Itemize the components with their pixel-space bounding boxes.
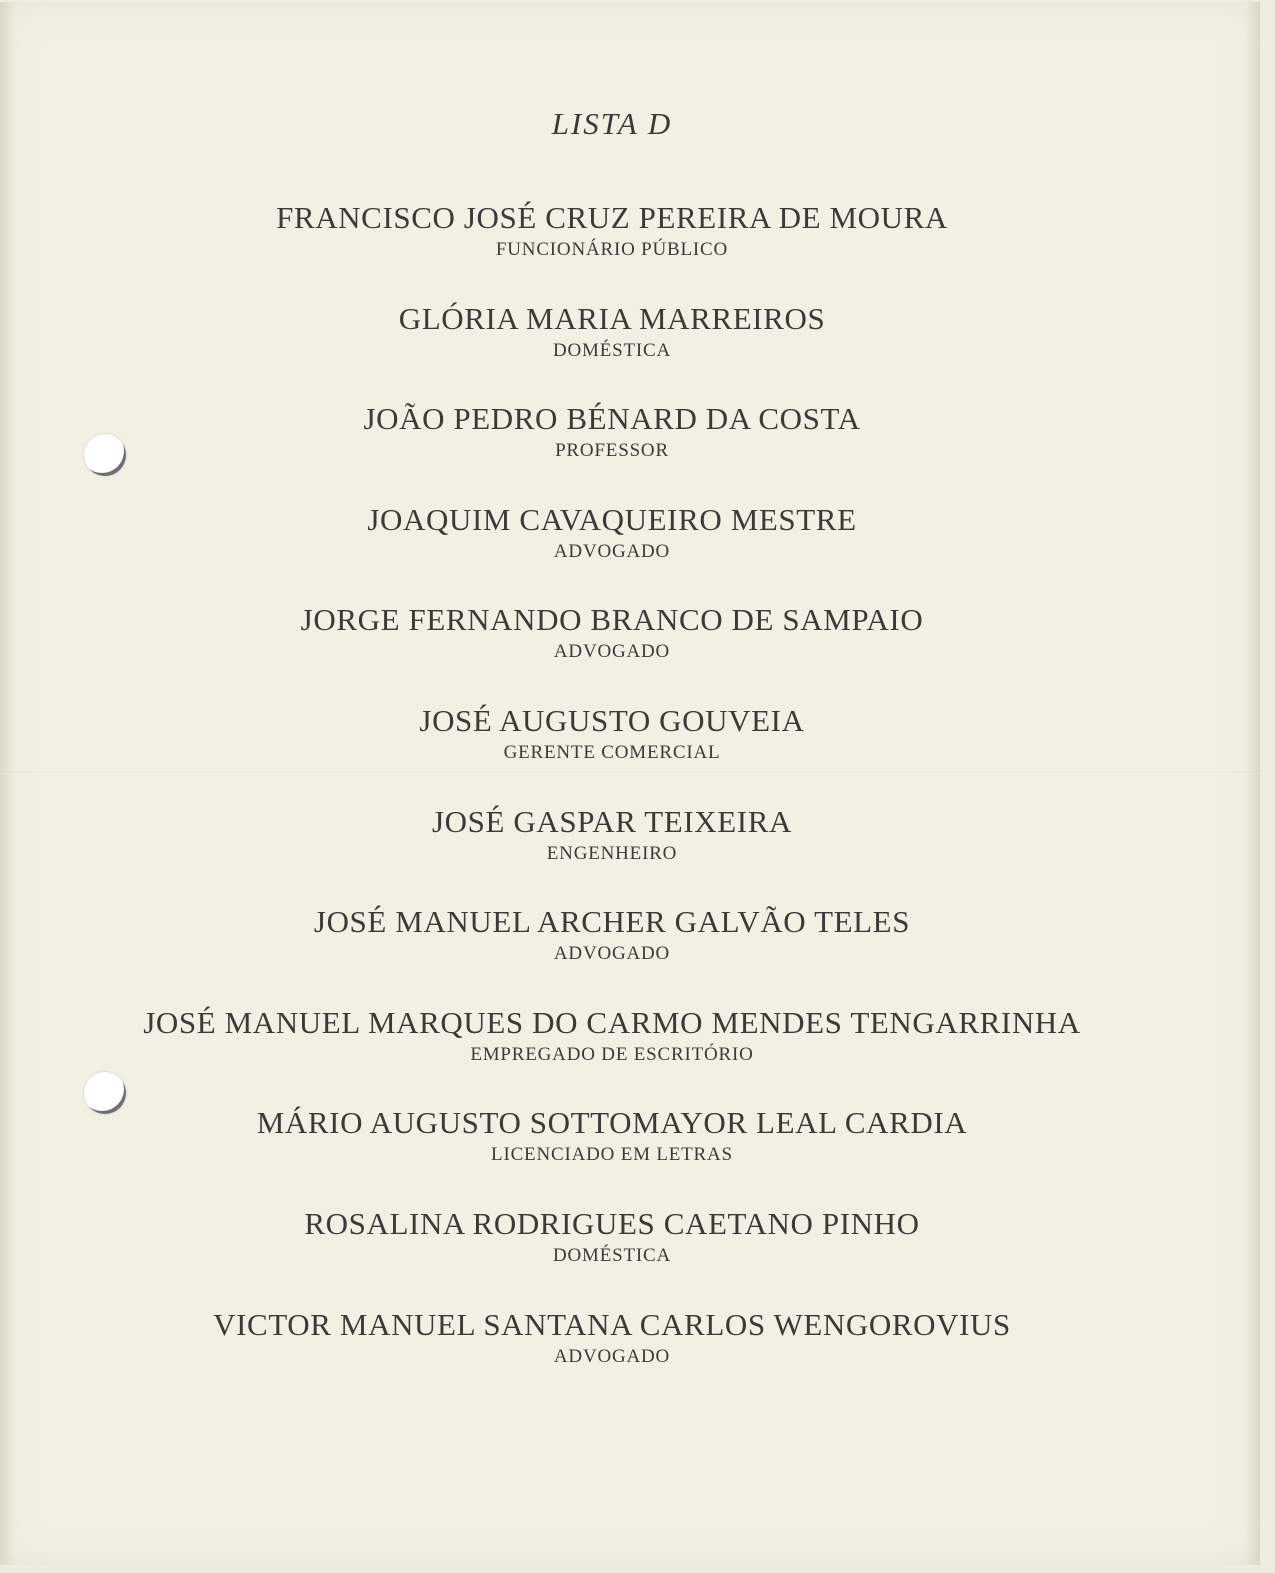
list-item — [0, 299, 1224, 400]
list-title: LISTA D — [551, 106, 673, 141]
candidate-name: JOÃO PEDRO BÉNARD DA COSTA — [363, 401, 861, 437]
candidate-profession: LICENCIADO EM LETRAS — [491, 1144, 733, 1166]
candidate-profession: EMPREGADO DE ESCRITÓRIO — [470, 1043, 754, 1065]
candidate-profession: DOMÉSTICA — [552, 1244, 672, 1266]
paper-edge-right — [1246, 2, 1260, 1565]
list-item — [0, 500, 1224, 601]
list-item — [0, 701, 1224, 802]
candidate-name: ROSALINA RODRIGUES CAETANO PINHO — [304, 1205, 920, 1241]
candidate-profession: PROFESSOR — [555, 440, 669, 462]
candidate-profession: ADVOGADO — [553, 1345, 671, 1367]
list-item — [0, 399, 1224, 500]
candidate-name: JOSÉ GASPAR TEIXEIRA — [432, 803, 792, 839]
list-item — [0, 198, 1224, 299]
candidate-name: JOSÉ MANUEL MARQUES DO CARMO MENDES TENGARRINHA — [143, 1004, 1081, 1040]
candidate-profession: ADVOGADO — [553, 540, 671, 562]
candidate-name: VICTOR MANUEL SANTANA CARLOS WENGOROVIUS — [213, 1306, 1011, 1342]
list-item — [0, 600, 1224, 701]
candidate-profession: ENGENHEIRO — [546, 842, 678, 864]
candidate-name: JOSÉ AUGUSTO GOUVEIA — [419, 702, 805, 738]
candidate-name: JOSÉ MANUEL ARCHER GALVÃO TELES — [313, 904, 911, 940]
candidate-profession: GERENTE COMERCIAL — [503, 741, 721, 763]
list-item — [0, 1103, 1224, 1204]
candidate-name: FRANCISCO JOSÉ CRUZ PEREIRA DE MOURA — [276, 200, 948, 235]
candidate-name: JORGE FERNANDO BRANCO DE SAMPAIO — [300, 602, 924, 638]
list-item — [0, 802, 1224, 903]
candidate-name: GLÓRIA MARIA MARREIROS — [398, 300, 826, 336]
list-item — [0, 1003, 1224, 1104]
candidate-profession: DOMÉSTICA — [552, 339, 672, 361]
candidate-profession: ADVOGADO — [553, 641, 671, 663]
candidate-list — [0, 198, 1224, 1405]
list-item — [0, 902, 1224, 1003]
document-page — [0, 2, 1260, 1565]
candidate-profession: ADVOGADO — [553, 943, 671, 965]
candidate-profession: FUNCIONÁRIO PÚBLICO — [495, 239, 729, 260]
candidate-name: MÁRIO AUGUSTO SOTTOMAYOR LEAL CARDIA — [256, 1105, 968, 1141]
list-item — [0, 1204, 1224, 1305]
candidate-name: JOAQUIM CAVAQUEIRO MESTRE — [367, 501, 857, 537]
list-item — [0, 1305, 1224, 1406]
